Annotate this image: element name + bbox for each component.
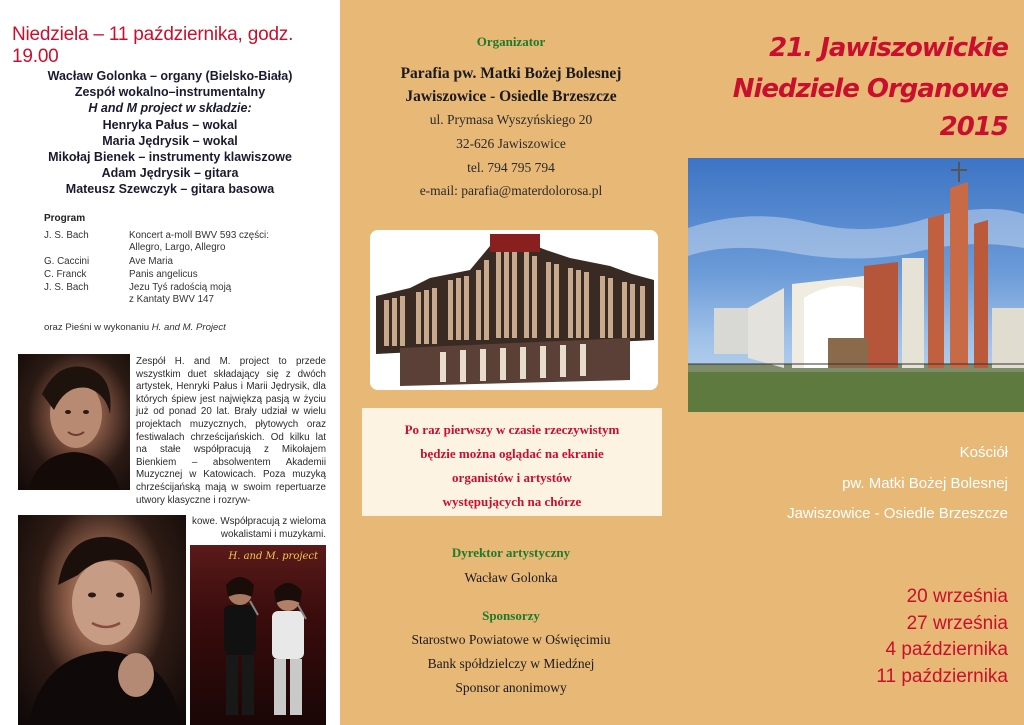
concert-date-item: 27 września — [906, 612, 1008, 634]
concert-dates-list — [876, 584, 1008, 690]
program-piece: z Kantaty BWV 147 — [129, 294, 214, 305]
program-composer: J. S. Bach — [44, 282, 89, 293]
parish-address: ul. Prymasa Wyszyńskiego 20 — [429, 112, 593, 127]
festival-title-line2: Niedziele Organowe — [732, 74, 1008, 104]
notice-line: występujących na chórze — [442, 494, 582, 509]
program-composer: G. Caccini — [44, 256, 90, 267]
program-piece: Panis angelicus — [129, 269, 198, 280]
livestream-notice — [362, 408, 662, 516]
program-note — [44, 322, 226, 333]
singer-portrait-photo — [18, 515, 186, 725]
parish-name: Parafia pw. Matki Bożej Bolesnej — [400, 65, 622, 82]
concert-date-heading: Niedziela – 11 października, godz. 19.00 — [12, 24, 294, 67]
program-note-text: oraz Pieśni w wykonaniu — [44, 322, 152, 333]
director-name: Wacław Golonka — [464, 570, 558, 585]
program-composer: C. Franck — [44, 269, 87, 280]
band-description: Zespół H. and M. project to przede wszystkim duet składający się z dwóch artystek, Henryki Pałus i Marii Jędrysik, dla których śpiew jest najwiękzą pasją w życiu już od ponad 20 lat. Brały udział w wielu projektach muzycznych, płytowych oraz festiwalach chrześcijańskich. Od kilku lat na stałe współpracują z Mikołajem Bienkiem – absolwentem Akademii Muzycznej w Katowicach. Poza muzyką chrześcijańską mają w swoim repertuarze utwory klasyczne i rozryw- — [136, 356, 326, 506]
organizer-heading: Organizator — [476, 34, 546, 49]
program-composer: J. S. Bach — [44, 230, 89, 241]
notice-line: będzie można oglądać na ekranie — [420, 446, 604, 461]
parish-phone: tel. 794 795 794 — [467, 160, 555, 175]
performer-line: Wacław Golonka – organy (Bielsko-Biała) — [47, 69, 293, 83]
parish-email: e-mail: parafia@materdolorosa.pl — [419, 183, 603, 198]
sponsor-item: Bank spółdzielczy w Miedźnej — [427, 656, 595, 671]
festival-year: 2015 — [939, 112, 1008, 142]
performer-line: Mikołaj Bienek – instrumenty klawiszowe — [48, 150, 292, 165]
performers-list — [20, 68, 320, 198]
left-panel — [0, 0, 340, 725]
program-piece: Koncert a-moll BWV 593 części: — [129, 230, 269, 241]
middle-panel — [340, 0, 682, 725]
band-description-continued: kowe. Współpracują z wieloma wokalistami i muzykami. — [192, 516, 326, 540]
sponsors-heading: Sponsorzy — [482, 608, 540, 623]
concert-date-item: 20 września — [906, 586, 1008, 607]
performer-line: Henryka Pałus – wokal — [102, 117, 238, 132]
singer-portrait-photo — [18, 354, 130, 490]
parish-postcode: 32-626 Jawiszowice — [456, 136, 566, 151]
performer-line: Zespół wokalno–instrumentalny — [74, 85, 266, 100]
notice-line: Po raz pierwszy w czasie rzeczywistym — [404, 422, 620, 437]
concert-date-item: 4 października — [885, 639, 1008, 660]
church-location: Jawiszowice - Osiedle Brzeszcze — [787, 505, 1008, 522]
church-name: pw. Matki Bożej Bolesnej — [842, 475, 1008, 492]
program-note-band: H. and M. Project — [151, 322, 226, 333]
program-piece: Ave Maria — [129, 256, 173, 267]
church-photo — [688, 158, 1024, 412]
band-stage-photo — [190, 545, 326, 725]
sponsor-item: Sponsor anonimowy — [455, 680, 567, 695]
church-label: Kościół — [959, 444, 1008, 461]
performer-line: H and M project w składzie: — [88, 101, 252, 116]
organ-photo — [370, 230, 658, 390]
director-heading: Dyrektor artystyczny — [451, 545, 571, 560]
notice-line: organistów i artystów — [452, 470, 572, 485]
concert-date-item: 11 października — [876, 665, 1008, 687]
festival-title-line1: 21. Jawiszowickie — [769, 33, 1008, 63]
program-heading: Program — [44, 213, 86, 224]
right-panel — [682, 0, 1024, 725]
performer-line: Maria Jędrysik – wokal — [102, 133, 238, 148]
program-piece: Allegro, Largo, Allegro — [129, 242, 226, 253]
program-piece: Jezu Tyś radością moją — [129, 282, 232, 293]
performer-line: Adam Jędrysik – gitara — [101, 166, 239, 181]
sponsor-item: Starostwo Powiatowe w Oświęcimiu — [411, 632, 611, 647]
performer-line: Mateusz Szewczyk – gitara basowa — [65, 182, 275, 197]
parish-location: Jawiszowice - Osiedle Brzeszcze — [405, 88, 617, 105]
band-photo-label: H. and M. project — [228, 551, 318, 562]
